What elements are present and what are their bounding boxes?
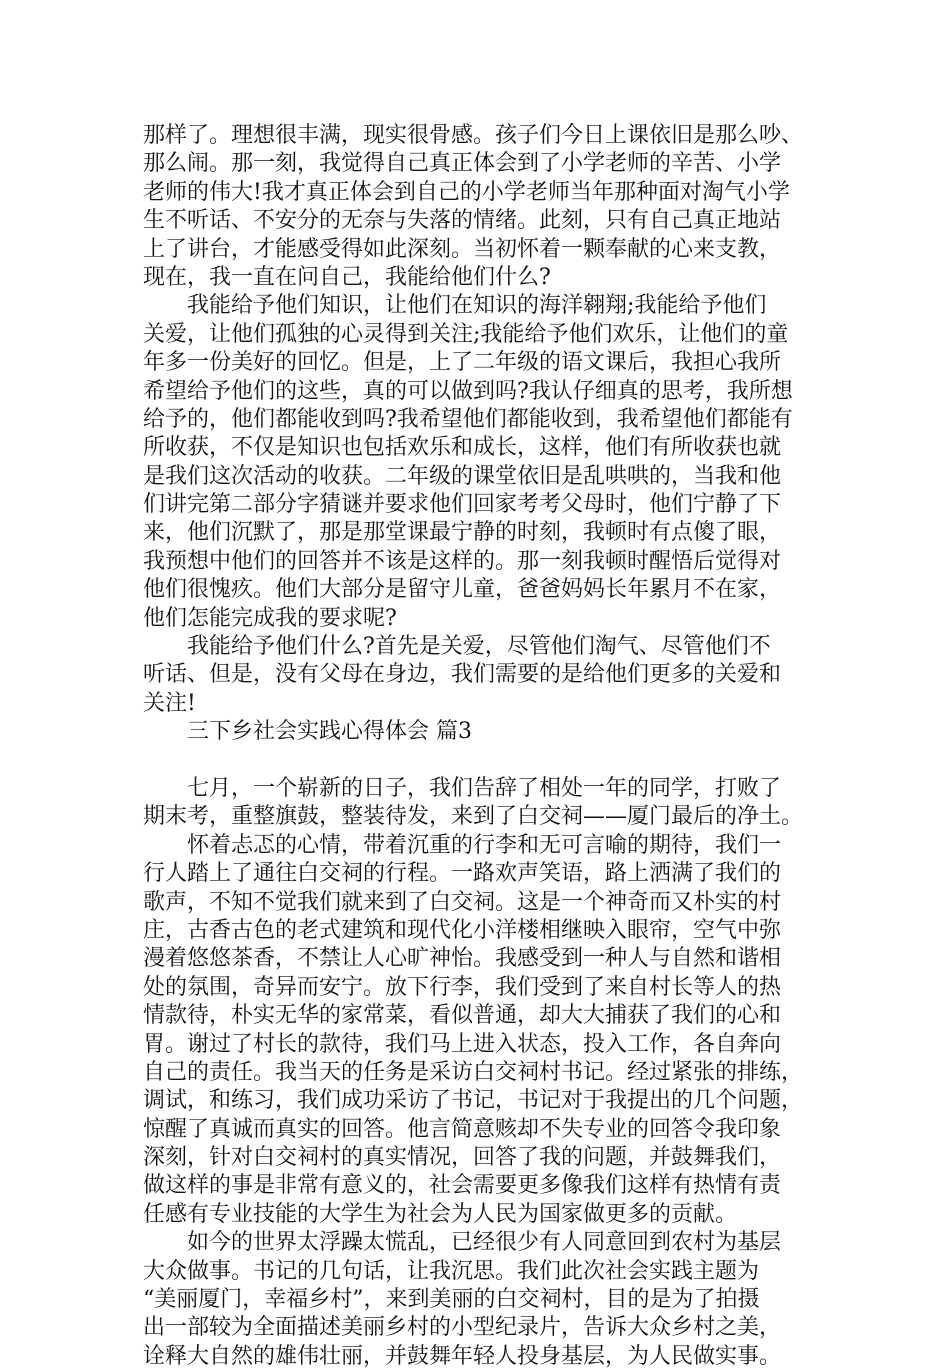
text-line: 来，他们沉默了，那是那堂课最宁静的时刻，我顿时有点傻了眼， <box>143 520 782 546</box>
text-line: 漫着悠悠茶香，不禁让人心旷神怡。我感受到一种人与自然和谐相 <box>143 946 782 972</box>
text-line: 行人踏上了通往白交祠的行程。一路欢声笑语，路上洒满了我们的 <box>143 861 782 887</box>
text-line: 所收获，不仅是知识也包括欢乐和成长，这样，他们有所收获也就 <box>143 435 782 461</box>
text-line: 现在，我一直在问自己，我能给他们什么? <box>143 264 551 290</box>
text-line: 深刻，针对白交祠村的真实情况，回答了我的问题，并鼓舞我们， <box>143 1145 782 1171</box>
text-line: 那样了。理想很丰满，现实很骨感。孩子们今日上课依旧是那么吵、 <box>143 123 804 148</box>
text-line: 歌声，不知不觉我们就来到了白交祠。这是一个神奇而又朴实的村 <box>143 889 782 915</box>
text-line: 出一部较为全面描述美丽乡村的小型纪录片，告诉大众乡村之美， <box>143 1315 782 1341</box>
text-line: 期末考，重整旗鼓，整装待发，来到了白交祠——厦门最后的净土。 <box>143 804 804 830</box>
text-line: 那么闹。那一刻，我觉得自己真正体会到了小学老师的辛苦、小学 <box>143 151 782 177</box>
text-line: 诠释大自然的雄伟壮丽，并鼓舞年轻人投身基层，为人民做实事。 <box>143 1343 782 1369</box>
document-body <box>143 122 811 1371</box>
text-line: 自己的责任。我当天的任务是采访白交祠村书记。经过紧张的排练， <box>143 1059 804 1085</box>
text-line: 听话、但是，没有父母在身边，我们需要的是给他们更多的关爱和 <box>143 662 782 688</box>
text-line: 情款待，朴实无华的家常菜，看似普通，却大大捕获了我们的心和 <box>143 1003 782 1029</box>
text-line: 如今的世界太浮躁太慌乱，已经很少有人同意回到农村为基层 <box>143 1230 782 1256</box>
text-line: 他们怎能完成我的要求呢? <box>143 605 397 631</box>
text-line: 他们很愧疚。他们大部分是留守儿童，爸爸妈妈长年累月不在家， <box>143 577 782 603</box>
text-line: 关爱，让他们孤独的心灵得到关注;我能给予他们欢乐，让他们的童 <box>143 321 789 347</box>
text-line: 希望给予他们的这些，真的可以做到吗?我认仔细真的思考，我所想 <box>143 378 793 404</box>
section-article-3 <box>143 775 811 1371</box>
section-previous <box>143 122 811 718</box>
text-line: 大众做事。书记的几句话，让我沉思。我们此次社会实践主题为 <box>143 1258 760 1284</box>
text-line: 我能给予他们什么?首先是关爱，尽管他们淘气、尽管他们不 <box>143 634 771 660</box>
text-line: 做这样的事是非常有意义的，社会需要更多像我们这样有热情有责 <box>143 1173 782 1199</box>
text-line: 调试，和练习，我们成功采访了书记，书记对于我提出的几个问题， <box>143 1088 804 1114</box>
text-line: 是我们这次活动的收获。二年级的课堂依旧是乱哄哄的，当我和他 <box>143 463 782 489</box>
text-line: 惊醒了真诚而真实的回答。他言简意赅却不失专业的回答令我印象 <box>143 1116 782 1142</box>
text-line: “美丽厦门，幸福乡村”，来到美丽的白交祠村，目的是为了拍摄 <box>143 1287 760 1313</box>
text-line: 庄，古香古色的老式建筑和现代化小洋楼相继映入眼帘，空气中弥 <box>143 917 782 943</box>
text-line: 生不听话、不安分的无奈与失落的情绪。此刻，只有自己真正地站 <box>143 208 782 234</box>
text-line: 七月，一个崭新的日子，我们告辞了相处一年的同学，打败了 <box>143 775 782 801</box>
text-line: 我能给予他们知识，让他们在知识的海洋翱翔;我能给予他们 <box>143 293 767 319</box>
text-line: 怀着忐忑的心情，带着沉重的行李和无可言喻的期待，我们一 <box>143 832 782 858</box>
text-line: 上了讲台，才能感受得如此深刻。当初怀着一颗奉献的心来支教， <box>143 236 782 262</box>
text-line: 任感有专业技能的大学生为社会为人民为国家做更多的贡献。 <box>143 1201 738 1227</box>
section-heading: 三下乡社会实践心得体会 篇3 <box>143 719 472 745</box>
text-line: 们讲完第二部分字猜谜并要求他们回家考考父母时，他们宁静了下 <box>143 492 782 518</box>
text-line: 胃。谢过了村长的款待，我们马上进入状态，投入工作，各自奔向 <box>143 1031 782 1057</box>
text-line: 年多一份美好的回忆。但是，上了二年级的语文课后，我担心我所 <box>143 350 782 376</box>
text-line: 给予的，他们都能收到吗?我希望他们都能收到，我希望他们都能有 <box>143 406 793 432</box>
text-line: 处的氛围，奇异而安宁。放下行李，我们受到了来自村长等人的热 <box>143 974 782 1000</box>
text-line: 老师的伟大!我才真正体会到自己的小学老师当年那种面对淘气小学 <box>143 179 790 205</box>
text-line: 我预想中他们的回答并不该是这样的。那一刻我顿时醒悟后觉得对 <box>143 548 782 574</box>
text-line: 关注! <box>143 690 196 716</box>
